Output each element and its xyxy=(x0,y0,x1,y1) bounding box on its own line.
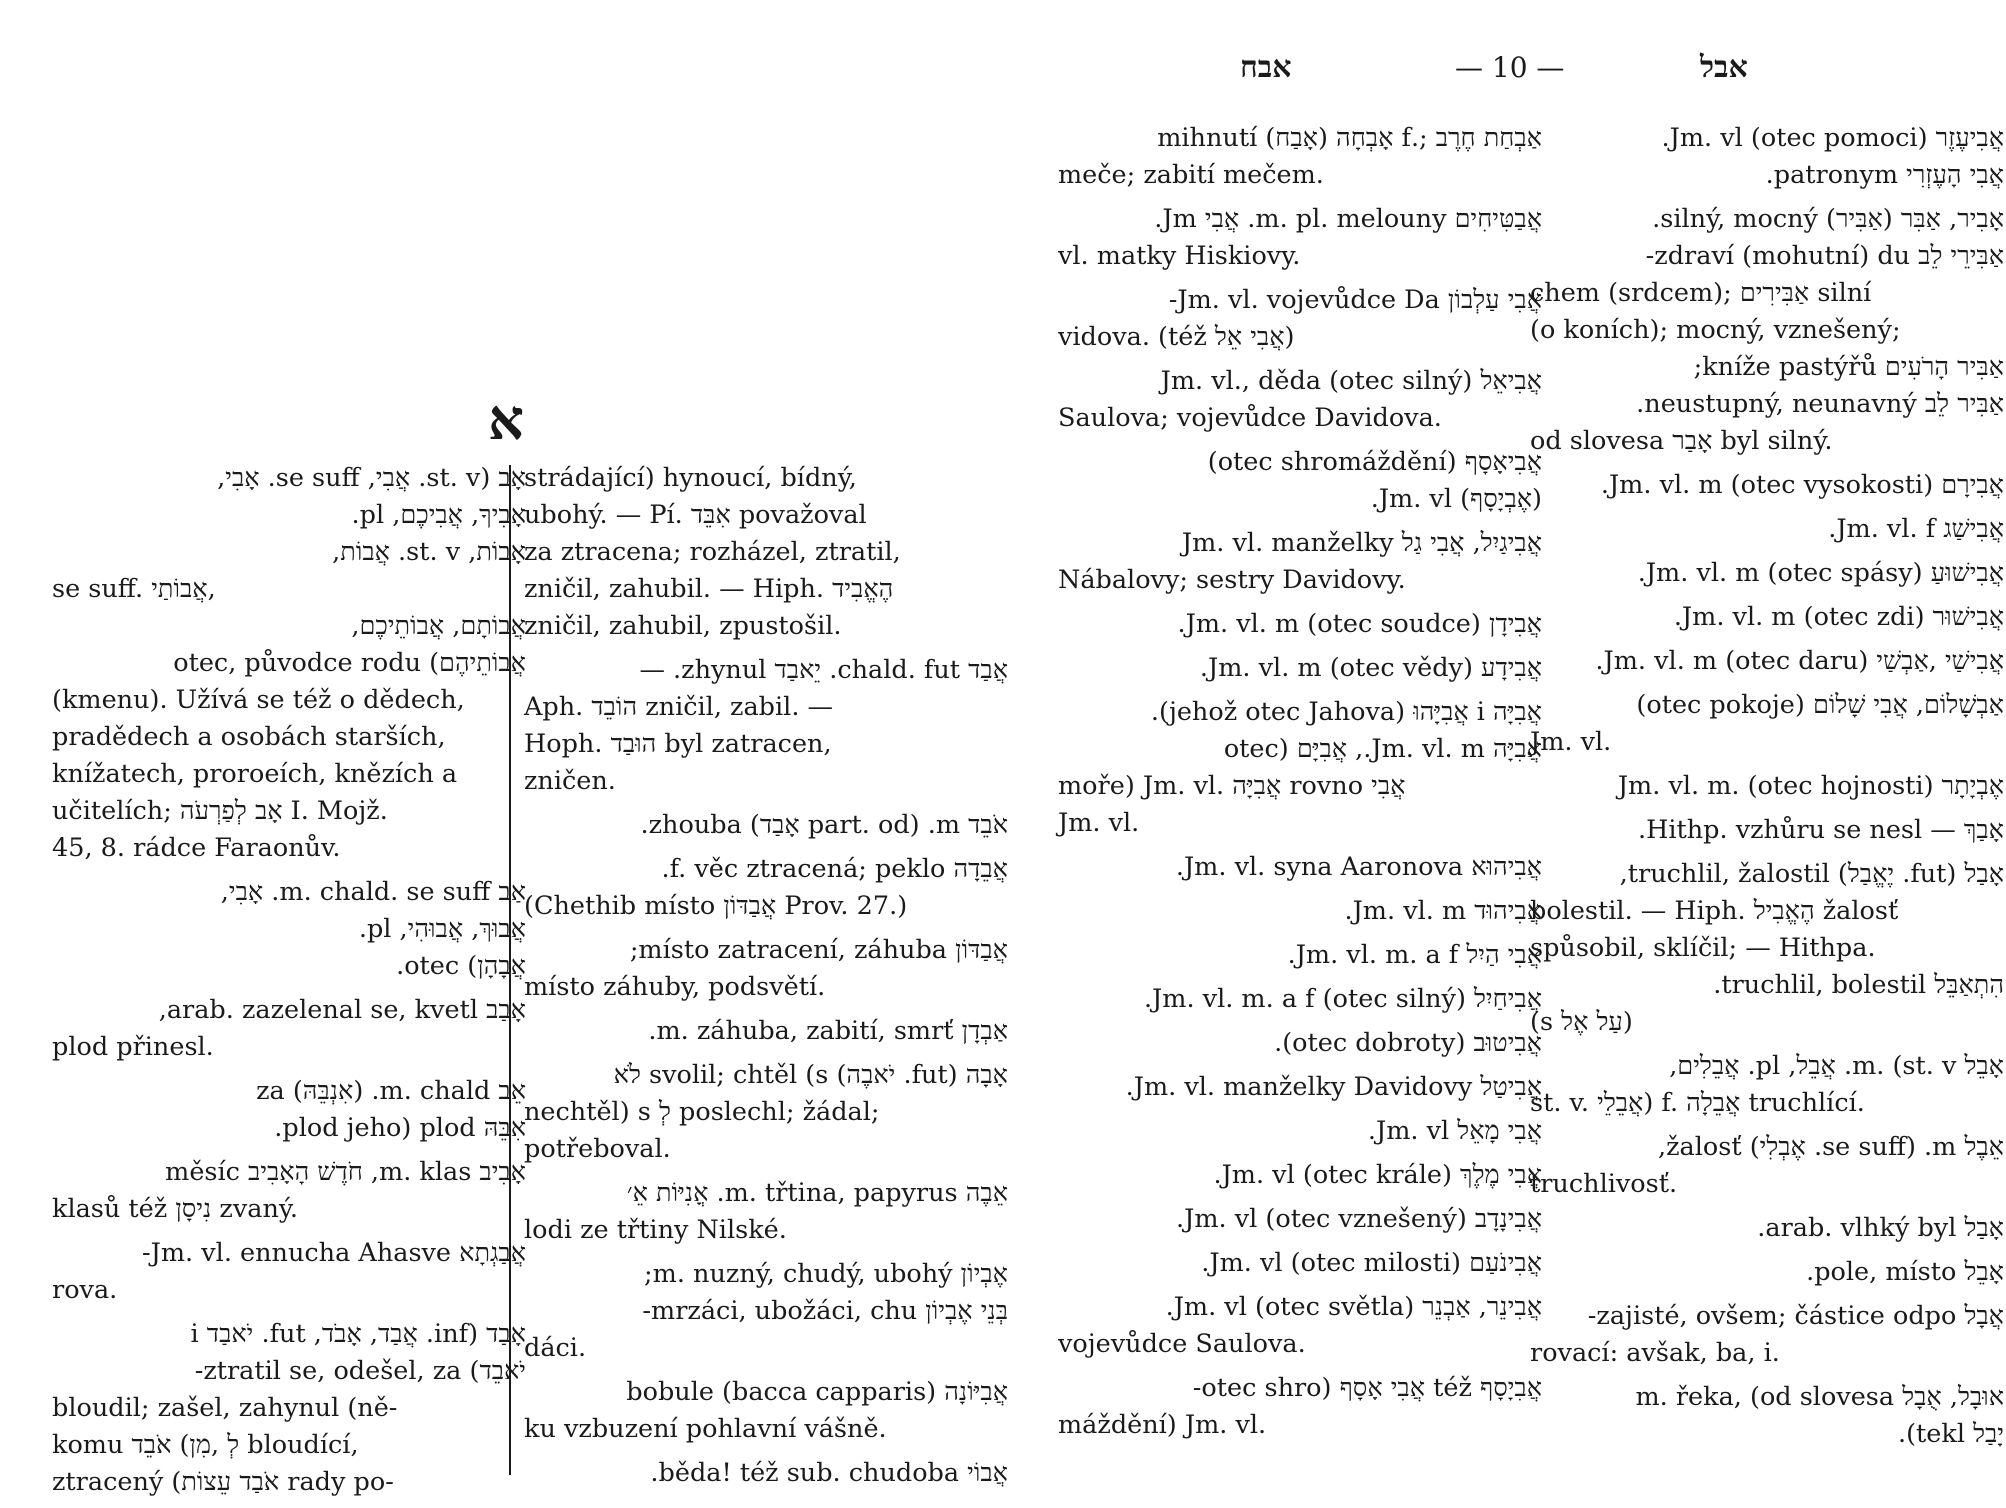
entry-line: truchlivosť. xyxy=(1530,1169,1678,1199)
dictionary-entry xyxy=(524,1256,1008,1367)
entry-line: ku vzbuzení pohlavní vášně. xyxy=(524,1414,887,1444)
dictionary-entry xyxy=(1530,555,2004,592)
entry-line: učitelích; אָב לְפַרְעֹה I. Mojž. xyxy=(52,796,388,826)
entry-line: אֲבִיהוּא Jm. vl. syna Aaronova. xyxy=(1175,852,1542,882)
dictionary-entry xyxy=(1058,282,1542,356)
dictionary-entry xyxy=(524,652,1008,800)
dictionary-entry xyxy=(52,460,526,867)
entry-line: אַבִּיר הָרֹעִים kníže pastýřů; xyxy=(1693,352,2004,382)
entry-line: dáci. xyxy=(524,1333,587,1363)
entry-line: יָבַל tekl). xyxy=(1897,1419,2004,1449)
running-head-right: אבל xyxy=(1700,50,1748,85)
dictionary-entry xyxy=(1530,511,2004,548)
dictionary-entry xyxy=(1530,599,2004,636)
dictionary-entry xyxy=(1530,687,2004,761)
entry-line: אֲבַטִּיחִים m. pl. melouny. אֲבִי Jm. xyxy=(1154,204,1542,234)
dictionary-entry xyxy=(1058,363,1542,437)
entry-line: potřeboval. xyxy=(524,1134,671,1164)
entry-line: אֲבַדּוֹן místo zatracení, záhuba; xyxy=(629,935,1008,965)
entry-line: אֲבוֹתֵיהֶם) otec, původce rodu xyxy=(173,648,526,678)
dictionary-entry xyxy=(1058,849,1542,886)
entry-line: אֲבוּךְ, אֲבוּהִי, pl. xyxy=(358,914,526,944)
entry-line: zničil, zahubil. — Hiph. הֶאֱבִיד xyxy=(524,574,894,604)
dictionary-entry xyxy=(524,851,1008,925)
entry-line: pradědech a osobách starších, xyxy=(52,722,446,752)
dictionary-entry xyxy=(1530,1379,2004,1453)
entry-line: אֲבַד chald. fut. יֵאבַד zhynul. — xyxy=(639,655,1008,685)
column-3 xyxy=(1058,120,1542,1451)
entry-line: אָבַל arab. vlhký byl. xyxy=(1757,1213,2004,1243)
entry-line: místo záhuby, podsvětí. xyxy=(524,972,826,1002)
entry-line: za ztracena; rozházel, ztratil, xyxy=(524,537,901,567)
dictionary-entry xyxy=(524,1175,1008,1249)
entry-line: אֲבִיטַל Jm. vl. manželky Davidovy. xyxy=(1125,1072,1542,1102)
entry-line: אֲבָל zajisté, ovšem; částice odpo- xyxy=(1587,1301,2004,1331)
entry-line: Nábalovy; sestry Davidovy. xyxy=(1058,565,1406,595)
entry-line: (אֶבְיָסָף) Jm. vl. xyxy=(1370,484,1542,514)
dictionary-entry xyxy=(1058,606,1542,643)
entry-line: אָבִיב m. klas, חֹדֶשׁ הָאָבִיב měsíc xyxy=(165,1157,526,1187)
entry-line: הִתְאַבֵּל truchlil, bolestil. xyxy=(1713,970,2004,1000)
dictionary-entry xyxy=(1058,893,1542,930)
entry-line: אֵב m. chald. (אִנְבֵּהּ) za xyxy=(256,1076,526,1106)
entry-line: (o koních); mocný, vznešený; xyxy=(1530,315,1901,345)
entry-line: אֲבִישַׁי ,אַבְשַׁי (otec daru) Jm. vl. m. xyxy=(1595,646,2004,676)
dictionary-entry xyxy=(52,1154,526,1228)
entry-line: אָבִיר, אַבִּר (אַבִּיר) silný, mocný. xyxy=(1652,204,2004,234)
entry-line: Hoph. הוּבַד byl zatracen, xyxy=(524,729,832,759)
entry-line: אֶבְיָתָר Jm. vl. m. (otec hojnosti) xyxy=(1617,771,2004,801)
entry-line: אָב (st. v. אֲבִי, se suff. אָבִי, xyxy=(217,463,526,493)
dictionary-entry xyxy=(1058,1245,1542,1282)
dictionary-entry xyxy=(1058,1370,1542,1444)
dictionary-entry xyxy=(1530,201,2004,460)
entry-line: vojevůdce Saulova. xyxy=(1058,1329,1306,1359)
entry-line: (kmenu). Užívá se též o dědech, xyxy=(52,685,465,715)
entry-line: אַבִּיר לֵב neustupný, neunavný. xyxy=(1636,389,2004,419)
entry-line: אֲבִיאֵל (otec silný) Jm. vl., děda xyxy=(1160,366,1542,396)
entry-line: אֵבֶה m. třtina, papyrus. אֳנִיּוֹת אֵ׳ xyxy=(626,1178,1008,1208)
dictionary-entry xyxy=(1058,201,1542,275)
dictionary-entry xyxy=(52,1235,526,1309)
entry-line: אֲבִיאָסָף (otec shromáždění) xyxy=(1207,447,1542,477)
dictionary-entry xyxy=(52,1316,526,1501)
entry-line: bolestil. — Hiph. הֶאֱבִיל žalosť xyxy=(1530,896,1899,926)
dictionary-entry xyxy=(1530,643,2004,680)
entry-line: אָבָה (fut. יֹאבֶה) svolil; chtěl (s לֹא xyxy=(613,1060,1008,1090)
dictionary-entry xyxy=(1058,444,1542,518)
entry-line: אָבַךְ — Hithp. vzhůru se nesl. xyxy=(1638,815,2004,845)
entry-line: chem (srdcem); אַבִּירִים silní xyxy=(1530,278,1872,308)
entry-line: אֲבִיחַיִל (otec silný) Jm. vl. m. a f. xyxy=(1143,984,1542,1014)
entry-line: אָבֵל pole, místo. xyxy=(1806,1257,2004,1287)
dictionary-entry xyxy=(1058,937,1542,974)
dictionary-entry xyxy=(1058,1113,1542,1150)
dictionary-entry xyxy=(52,992,526,1066)
dictionary-entry xyxy=(524,807,1008,844)
entry-line: Jm. vl. xyxy=(1058,808,1140,838)
entry-line: bloudil; zašel, zahynul (ně- xyxy=(52,1393,398,1423)
entry-line: אַבְשָׁלוֹם, אֲבִי שָׁלוֹם (otec pokoje) xyxy=(1636,690,2004,720)
dictionary-entry xyxy=(524,1057,1008,1168)
entry-line: אֲבִינָדָב (otec vznešený) Jm. vl. xyxy=(1176,1204,1542,1234)
entry-line: zničil, zahubil, zpustošil. xyxy=(524,611,842,641)
dictionary-entry xyxy=(1530,120,2004,194)
entry-line: בְּנֵי אֶבְיוֹן mrzáci, ubožáci, chu- xyxy=(642,1296,1008,1326)
entry-line: אֲבִיָּה Jm. vl. m., אֲבִיָּם (otec xyxy=(1223,734,1542,764)
entry-line: אֲבֵדָה f. věc ztracená; peklo. xyxy=(661,854,1008,884)
entry-line: knížatech, proroeích, knězích a xyxy=(52,759,458,789)
entry-line: rovací: avšak, ba, i. xyxy=(1530,1338,1780,1368)
entry-line: אֲבִידָן (otec soudce) Jm. vl. m. xyxy=(1177,609,1542,639)
entry-line: plod přinesl. xyxy=(52,1032,214,1062)
entry-line: אַבִּירֵי לֵב zdraví (mohutní) du- xyxy=(1645,241,2004,271)
entry-line: אֲבוֹי běda! též sub. chudoba. xyxy=(650,1458,1008,1488)
entry-line: od slovesa אָבַר byl silný. xyxy=(1530,426,1833,456)
dictionary-entry xyxy=(1530,1048,2004,1122)
entry-line: vl. matky Hiskiovy. xyxy=(1058,241,1301,271)
entry-line: klasů též נִיסָן zvaný. xyxy=(52,1194,298,1224)
dictionary-entry xyxy=(1058,650,1542,687)
entry-line: rova. xyxy=(52,1275,118,1305)
entry-line: אֹבֵד m. (part. od אָבַד) zhouba. xyxy=(640,810,1008,840)
entry-line: máždění) Jm. vl. xyxy=(1058,1410,1267,1440)
entry-line: meče; zabití mečem. xyxy=(1058,160,1324,190)
entry-line: אָבוֹת, st. v. אֲבוֹת, xyxy=(332,537,526,567)
entry-line: komu לְ ,מִן) אֹבֵד bloudící, xyxy=(52,1430,359,1460)
entry-line: אַבְחַת חֶרֶב ;.f אָבְחָה (אָבַח) mihnutí xyxy=(1157,123,1542,153)
entry-line: se suff. אֲבוֹתַי, xyxy=(52,574,216,604)
dictionary-entry xyxy=(1058,525,1542,599)
dictionary-entry xyxy=(52,874,526,985)
dictionary-entry xyxy=(524,1374,1008,1448)
dictionary-entry xyxy=(52,1073,526,1147)
entry-line: (s עַל אֶל) xyxy=(1530,1007,1633,1037)
entry-line: Aph. הוֹבֵד zničil, zabil. — xyxy=(524,692,834,722)
column-2 xyxy=(524,460,1008,1499)
dictionary-entry xyxy=(1058,1289,1542,1363)
entry-line: אֲבִיָּה i אֲבִיָּהוּ (jehož otec Jahova). xyxy=(1150,697,1542,727)
dictionary-entry xyxy=(1058,981,1542,1018)
entry-line: אֲבִירָם (otec vysokosti) Jm. vl. m. xyxy=(1600,470,2004,500)
dictionary-entry xyxy=(1058,1025,1542,1062)
entry-line: אֲבִי הָעֶזְרִי patronym. xyxy=(1765,160,2004,190)
dictionary-entry xyxy=(524,1013,1008,1050)
dictionary-entry xyxy=(1530,467,2004,504)
dictionary-entry xyxy=(1530,1129,2004,1203)
entry-line: יֹאבֵד) ztratil se, odešel, za- xyxy=(194,1356,526,1386)
entry-line: vidova. (též אֲבִי אֵל) xyxy=(1058,322,1295,352)
entry-line: (Chethib místo אֲבַדּוֹן Prov. 27.) xyxy=(524,891,908,921)
entry-line: אֲבִישׁוּר (otec zdi) Jm. vl. m. xyxy=(1673,602,2004,632)
dictionary-entry xyxy=(1530,768,2004,805)
entry-line: אֲבִיטוּב (otec dobroty). xyxy=(1274,1028,1542,1058)
section-letter-heading: א xyxy=(488,387,524,453)
dictionary-entry xyxy=(524,1455,1008,1492)
entry-line: moře) Jm. vl. אֲבִיָּה rovno אֲבִי xyxy=(1058,771,1406,801)
entry-line: Jm. vl. xyxy=(1530,727,1612,757)
entry-line: ztracený (אֹבַד עֵצוֹת rady po- xyxy=(52,1467,394,1497)
entry-line: אָבֵל m. (st. v. אֲבֵל, pl. אֲבֵלִים, xyxy=(1669,1051,2004,1081)
dictionary-entry xyxy=(1530,1210,2004,1247)
entry-line: אוּבָל, אֻבָל m. řeka, (od slovesa xyxy=(1635,1382,2004,1412)
entry-line: אֲבִינֵר, אַבְנֵר (otec světla) Jm. vl. xyxy=(1165,1292,1542,1322)
entry-line: אֲבִיהוּד Jm. vl. m. xyxy=(1344,896,1542,926)
entry-line: אֲבָהָן) otec. xyxy=(396,951,526,981)
entry-line: אֶבְיוֹן m. nuzný, chudý, ubohý; xyxy=(644,1259,1008,1289)
entry-line: אַב m. chald. se suff. אָבִי, xyxy=(220,877,526,907)
entry-line: אֵבֶל m. (se suff. אֶבְלִי) žalosť, xyxy=(1658,1132,2004,1162)
dictionary-entry xyxy=(524,460,974,645)
dictionary-entry xyxy=(1530,1298,2004,1372)
entry-line: 45, 8. rádce Faraonův. xyxy=(52,833,341,863)
dictionary-entry xyxy=(1058,1069,1542,1106)
entry-line: lodi ze třtiny Nilské. xyxy=(524,1215,787,1245)
entry-line: strádající) hynoucí, bídný, xyxy=(524,463,857,493)
entry-line: אֲבִישׁוּעַ (otec spásy) Jm. vl. m. xyxy=(1637,558,2004,588)
entry-line: אָבַב arab. zazelenal se, kvetl, xyxy=(158,995,526,1025)
running-head-left: אבח xyxy=(1240,50,1292,85)
dictionary-entry xyxy=(1058,694,1542,842)
page-number: — 10 — xyxy=(1455,51,1565,84)
entry-line: אָבַל (fut. יֶאֱבַל) truchlil, žalostil, xyxy=(1619,859,2004,889)
column-1 xyxy=(52,460,526,1508)
entry-line: nechtěl) s לְ poslechl; žádal; xyxy=(524,1097,880,1127)
entry-line: אֲבִיעֶזֶר (otec pomoci) Jm. vl. xyxy=(1661,123,2004,153)
entry-line: אֲבִיּוֹנָה bobule (bacca capparis) xyxy=(626,1377,1008,1407)
entry-line: אֲבִיגַיִל, אֲבִי גַל Jm. vl. manželky xyxy=(1181,528,1542,558)
entry-line: אַבְדָן m. záhuba, zabití, smrť. xyxy=(648,1016,1008,1046)
entry-line: אֲבִי הַיִל Jm. vl. m. a f. xyxy=(1287,940,1542,970)
dictionary-entry xyxy=(1058,1157,1542,1194)
dictionary-entry xyxy=(1530,856,2004,1041)
entry-line: אִבֵּהּ plod jeho) plod. xyxy=(274,1113,526,1143)
entry-line: אֲבִי מָאֵל Jm. vl. xyxy=(1367,1116,1542,1146)
column-4 xyxy=(1530,120,2004,1460)
entry-line: ubohý. — Pí. אִבֵּד považoval xyxy=(524,500,867,530)
dictionary-entry xyxy=(524,932,1008,1006)
dictionary-entry xyxy=(1058,1201,1542,1238)
entry-line: spůsobil, sklíčil; — Hithpa. xyxy=(1530,933,1876,963)
dictionary-entry xyxy=(1058,120,1542,194)
entry-line: אָבִיךָ, אֲבִיכֶם, pl. xyxy=(351,500,526,530)
entry-line: st. v. אֲבֵלֵי) f. אֲבֵלָה truchlící. xyxy=(1530,1088,1865,1118)
entry-line: אָבַד (inf. אֲבַד, אָבֹד, fut. יֹאבַד i xyxy=(190,1319,526,1349)
entry-line: אֲבִי מֶלֶךְ (otec krále) Jm. vl. xyxy=(1213,1160,1542,1190)
entry-line: אֲבוֹתָם, אֲבוֹתֵיכֶם, xyxy=(351,611,526,641)
entry-line: zničen. xyxy=(524,766,616,796)
entry-line: אֲבִיָסָף též אֲבִי אָסָף (otec shro- xyxy=(1192,1373,1542,1403)
entry-line: אֲבִידָע (otec vědy) Jm. vl. m. xyxy=(1199,653,1542,683)
entry-line: אֲבִי עַלְבוֹן Jm. vl. vojevůdce Da- xyxy=(1168,285,1542,315)
dictionary-entry xyxy=(1530,812,2004,849)
entry-line: אֲבַגְתָא Jm. vl. ennucha Ahasve- xyxy=(142,1238,526,1268)
entry-line: אֲבִישַׁג Jm. vl. f. xyxy=(1828,514,2004,544)
entry-line: Saulova; vojevůdce Davidova. xyxy=(1058,403,1442,433)
dictionary-entry xyxy=(1530,1254,2004,1291)
entry-line: אֲבִינֹעַם (otec milosti) Jm. vl. xyxy=(1201,1248,1542,1278)
